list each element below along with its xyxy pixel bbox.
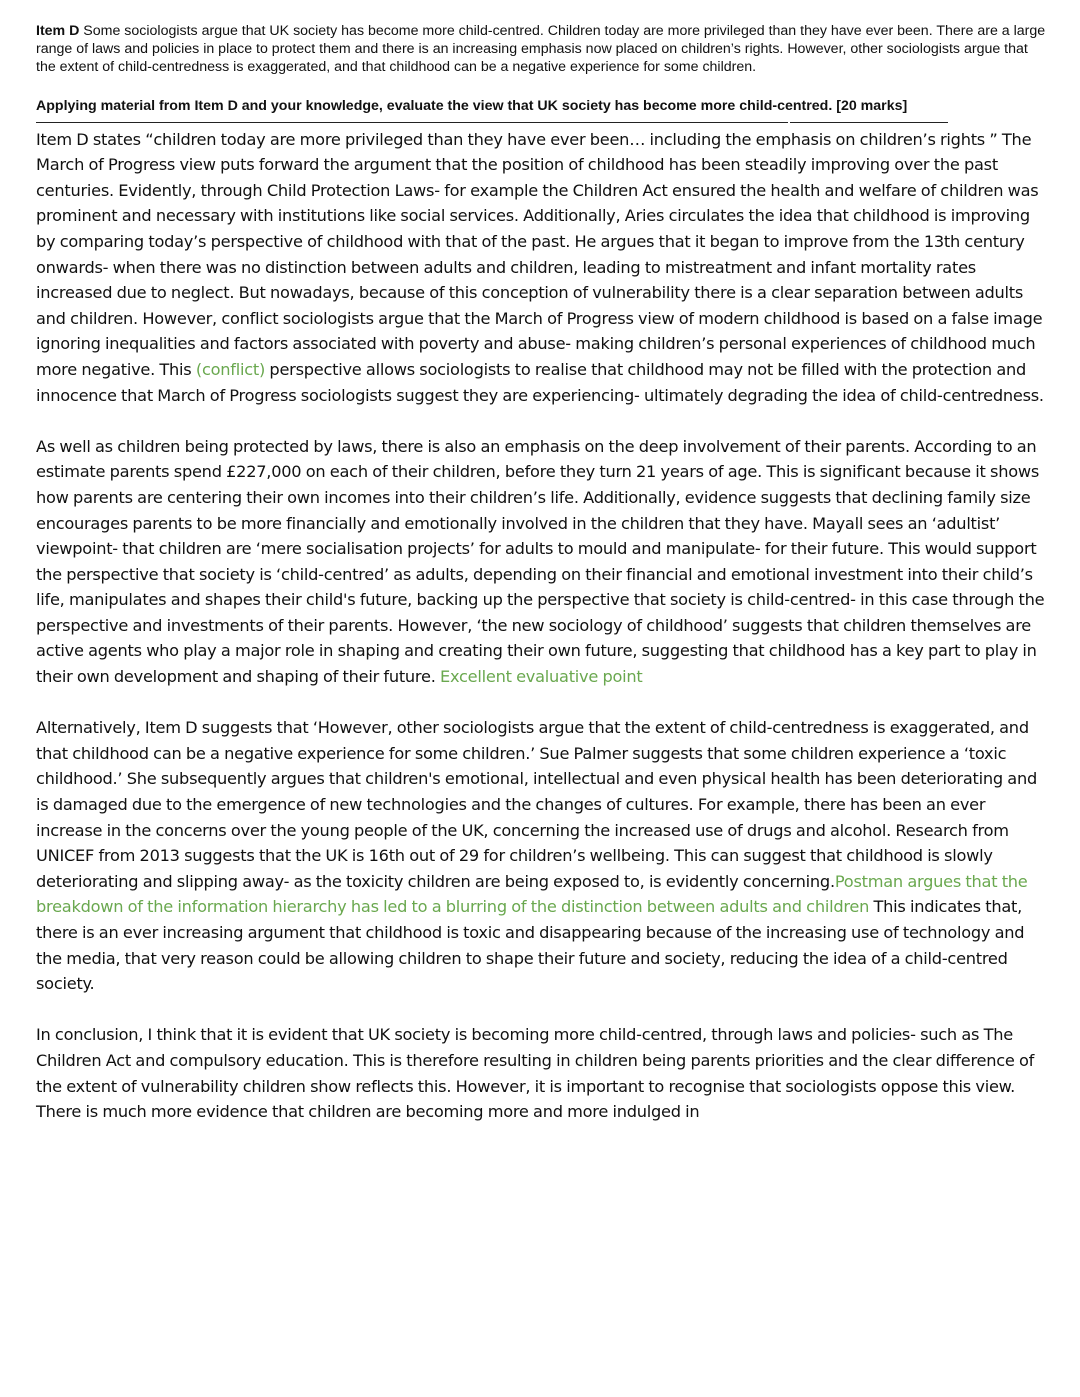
essay-paragraph-1 <box>36 127 1048 409</box>
item-d-source <box>36 22 1048 77</box>
answer-divider <box>36 115 1048 127</box>
essay-paragraph-4: In conclusion, I think that it is evident that UK society is becoming more child-centred, through laws and policies- such as The Children Act and compulsory education. This is therefore resulting in children being parents priorities and the clear difference of the extent of vulnerability children show reflects this. However, it is important to recognise that sociologists oppose this view. There is much more evidence that children are becoming more and more indulged in <box>36 1025 1035 1122</box>
essay-text: Alternatively, Item D suggests that ‘However, other sociologists argue that the extent of child-centredness is exaggerated, and that childhood can be a negative experience for some children.’ Sue Palmer suggests that some children experience a ‘toxic childhood.’ She subsequently argues that children's emotional, intellectual and even physical health has been deteriorating and is damaged due to the emergence of new technologies and the changes of cultures. For example, there has been an ever increase in the concerns over the young people of the UK, concerning the increased use of drugs and alcohol. Research from UNICEF from 2013 suggests that the UK is 16th out of 29 for children’s wellbeing. This can suggest that childhood is slowly deteriorating and slipping away- as the toxicity children are being exposed to, is evidently concerning. <box>36 718 1037 891</box>
essay-paragraph-3 <box>36 715 1048 997</box>
document-page <box>36 22 1048 1150</box>
essay-text: As well as children being protected by laws, there is also an emphasis on the deep involvement of their parents. According to an estimate parents spend £227,000 on each of their children, before they turn 21 years of age. This is significant because it shows how parents are centering their own incomes into their children’s life. Additionally, evidence suggests that declining family size encourages parents to be more financially and emotionally involved in the children that they have. Mayall sees an ‘adultist’ viewpoint- that children are ‘mere socialisation projects’ for adults to mould and manipulate- for their future. This would support the perspective that society is ‘child-centred’ as adults, depending on their financial and emotional investment into their child’s life, manipulates and shapes their child's future, backing up the perspective that society is child-centred- in this case through the perspective and investments of their parents. However, ‘the new sociology of childhood’ suggests that children themselves are active agents who play a major role in shaping and creating their own future, suggesting that childhood has a key part to play in their own development and shaping of their future. <box>36 436 1045 687</box>
item-d-label: Item D <box>36 23 80 39</box>
essay-text: Item D states “children today are more privileged than they have ever been… including the emphasis on children’s rights ” The March of Progress view puts forward the argument that the position of childhood has been steadily improving over the past centuries. Evidently, through Child Protection Laws- for example the Children Act ensured the health and welfare of children was prominent and necessary with institutions like social services. Additionally, Aries circulates the idea that childhood is improving by comparing today’s perspective of childhood with that of the past. He argues that it began to improve from the 13th century onwards- when there was no distinction between adults and children, leading to mistreatment and infant mortality rates increased due to neglect. But nowadays, because of this conception of vulnerability there is a clear separation between adults and children. However, conflict sociologists argue that the March of Progress view of modern childhood is based on a false image ignoring inequalities and factors associated with poverty and abuse- making children’s personal experiences of childhood much more negative. This <box>36 129 1043 379</box>
teacher-comment: (conflict) <box>195 359 266 379</box>
teacher-comment: Postman argues that the breakdown of the information hierarchy has led to a blurring of the distinction between adults and children <box>36 871 1028 917</box>
item-d-text: Some sociologists argue that UK society has become more child-centred. Children today are more privileged than they have ever been. There are a large range of laws and policies in place to protect them and there is an increasing emphasis now placed on children’s rights. However, other sociologists argue that the extent of child-centredness is exaggerated, and that childhood can be a negative experience for some children. <box>36 23 1046 76</box>
essay-text: This indicates that, there is an ever increasing argument that childhood is toxic and disappearing because of the increasing use of technology and the media, that very reason could be allowing children to shape their future and society, reducing the idea of a child-centred society. <box>36 897 1025 994</box>
teacher-comment: Excellent evaluative point <box>439 667 643 687</box>
exam-question: Applying material from Item D and your knowledge, evaluate the view that UK society has become more child-centred. [20 marks] <box>36 97 908 114</box>
essay-text: perspective allows sociologists to realise that childhood may not be filled with the protection and innocence that March of Progress sociologists suggest they are experiencing- ultimately degrading the idea of child-centredness. <box>36 359 1044 405</box>
essay-answer <box>36 127 1048 1125</box>
essay-paragraph-2 <box>36 434 1048 690</box>
